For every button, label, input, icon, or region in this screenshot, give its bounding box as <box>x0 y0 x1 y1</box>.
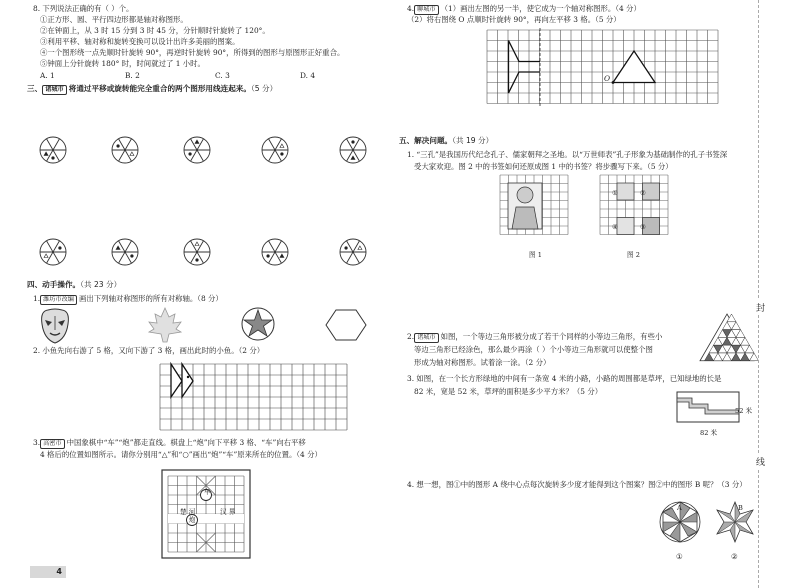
s5-q2-tag: 诸城市 <box>414 333 439 343</box>
q8-title: 8. 下列说法正确的有（ ）个。 <box>33 4 134 13</box>
section-3-heading <box>27 84 277 95</box>
s5-q2-line3: 形成为轴对称图形。试着涂一涂。（2 分） <box>414 358 551 367</box>
section-3-title: 将通过平移或旋转能完全重合的两个图形用线连起来。 <box>68 84 251 93</box>
s4-q3-num: 3. <box>33 438 41 447</box>
s4-q1-text: 画出下列轴对称图形的所有对称轴。（8 分） <box>79 294 223 303</box>
binder-word-xian: 线 <box>756 454 765 469</box>
triangle-figure <box>697 312 757 368</box>
fig2-label: 图 2 <box>627 251 640 259</box>
s5-q1-line1: 1. “三孔”是我国历代纪念孔子、儒家朝拜之圣地。以“万世师表”孔子形象为基础制作的孔子书签深 <box>407 150 728 159</box>
page-number: 4 <box>30 566 66 578</box>
wheel-top-2 <box>112 137 138 163</box>
s5-q2-line1 <box>407 332 662 343</box>
q4-grid <box>485 28 735 108</box>
s4-q1-num: 1. <box>33 294 41 303</box>
fish-shape <box>171 364 193 397</box>
q8-option-d: D. 4 <box>300 71 316 80</box>
wheel-top-1 <box>40 137 66 163</box>
section-4-heading <box>27 280 121 290</box>
s4-q1-tag: 潍坊市改编 <box>40 295 77 305</box>
binding-line <box>758 0 759 588</box>
chess-pao-label: 炮 <box>188 516 196 524</box>
binder-word-feng: 封 <box>756 300 765 315</box>
wheel-bottom-5 <box>340 239 366 265</box>
section-5-score: （共 19 分） <box>452 136 494 145</box>
r-q4-num: 4. <box>407 4 415 13</box>
chess-che-label: 车 <box>203 488 211 496</box>
lawn-width-label: 52 米 <box>735 407 753 415</box>
s4-q3-tag: 高密市 <box>40 439 65 449</box>
hexagon-icon <box>326 310 366 340</box>
section-5-title: 五、解决问题。 <box>399 136 453 145</box>
chess-river-right: 汉 界 <box>220 508 236 516</box>
r-q4-line1 <box>407 4 641 15</box>
section-4-title: 四、动手操作。 <box>27 280 81 289</box>
section-5-heading <box>399 136 493 146</box>
q4-point-o <box>612 81 615 84</box>
section-3-prefix: 三、 <box>27 84 43 93</box>
circ1-label: ① <box>676 552 683 561</box>
wheel-top-5 <box>340 137 366 163</box>
circle-star-icon <box>242 308 274 340</box>
star-figure-b <box>717 502 753 542</box>
chess-river-left: 楚 河 <box>180 508 196 516</box>
r-q4-tag: 聊城市 <box>414 5 439 15</box>
q8-option-b: B. 2 <box>125 71 140 80</box>
circ2-label: ② <box>731 552 738 561</box>
section-3-tag: 诸城市 <box>42 85 67 95</box>
q8-item-2: ②在钟面上，从 3 时 15 分到 3 时 45 分，分针顺时针旋转了 120°。 <box>40 26 270 35</box>
q8-item-4: ④一个图形绕一点先顺时针旋转 90°，再逆时针旋转 90°，所得到的图形与原图形正好重合。 <box>40 48 345 57</box>
section-4-score: （共 23 分） <box>80 280 122 289</box>
q8-option-c: C. 3 <box>215 71 230 80</box>
r-q4-text1: （1）画出左图的另一半，使它成为一个轴对称图形。（4 分） <box>440 4 641 13</box>
wheel-bottom-2 <box>112 239 138 265</box>
s5-q2-num: 2. <box>407 332 415 341</box>
q4-triangle <box>613 51 655 83</box>
r-q4-line2: （2）将右图绕 O 点顺时针旋转 90°，再向左平移 3 格。（5 分） <box>407 15 621 24</box>
bookmark-figures <box>500 175 700 245</box>
s5-q4-line1: 4. 想一想，图①中的图形 A 绕中心点每次旋转多少度才能得到这个图案？图②中的图形 B 呢？（3 分） <box>407 480 747 489</box>
q4-half-figure <box>509 41 541 94</box>
s5-q3-line1: 3. 如图，在一个长方形绿地的中间有一条宽 4 米的小路，小路的周围都是草坪，已知绿地的长是 <box>407 374 722 383</box>
q8-item-3: ③利用平移、轴对称和旋转变换可以设计出许多美丽的图案。 <box>40 37 240 46</box>
s4-q2: 2. 小鱼先向右游了 5 格，又向下游了 3 格，画出此时的小鱼。（2 分） <box>33 346 265 355</box>
wheel-bottom-1 <box>40 239 66 265</box>
fig2-mark-3: ③ <box>640 223 646 231</box>
fig2-mark-2: ② <box>640 189 646 197</box>
lawn-length-label: 82 米 <box>700 429 718 437</box>
small-triangles <box>705 314 759 361</box>
s5-q3-line2: 82 米，宽是 52 米，草坪的面积是多少平方米？（5 分） <box>414 387 603 396</box>
rotation-figures <box>655 500 765 550</box>
wheel-top-3 <box>184 137 210 163</box>
fig1-label: 图 1 <box>529 251 542 259</box>
wheel-top-4 <box>262 137 288 163</box>
wheel-bottom-4 <box>262 239 288 265</box>
s4-q3-text1: 中国象棋中“车”“炮”都走直线。棋盘上“炮”向下平移 3 格、“车”向右平移 <box>66 438 306 447</box>
s5-q2-text1: 如图，一个等边三角形被分成了若干个同样的小等边三角形，有些小 <box>440 332 663 341</box>
symmetry-shapes <box>30 306 390 346</box>
fig2-mark-1: ① <box>612 189 618 197</box>
s4-q1-line <box>33 294 223 305</box>
fig1-confucius <box>508 183 542 229</box>
wheel-figures <box>30 130 390 280</box>
fig-a-label: A <box>677 504 682 512</box>
s5-q2-line2: 等边三角形已经涂色，那么最少再涂（ ）个小等边三角形就可以使整个图 <box>414 345 653 354</box>
point-o-label: O <box>604 74 611 83</box>
q8-item-1: ①正方形、圆、平行四边形都是轴对称图形。 <box>40 15 188 24</box>
chess-board <box>160 468 252 560</box>
fig-b-label: B <box>738 504 743 512</box>
opera-mask-icon <box>42 309 69 343</box>
section-3-score: （5 分） <box>251 84 278 93</box>
maple-leaf-icon <box>149 308 181 342</box>
s5-q1-line2: 受大家欢迎。图 2 中的书签如何还原成图 1 中的书签？将步骤写下来。（5 分） <box>414 162 673 171</box>
q8-item-5: ⑤钟面上分针旋转 180° 时，时间就过了 1 小时。 <box>40 59 205 68</box>
s4-q3-line1 <box>33 438 306 449</box>
fish-grid <box>155 362 385 432</box>
s4-q3-line2: 4 格后的位置如图所示。请你分别用“△”和“○”画出“炮”“车”原来所在的位置。（4 分） <box>40 450 322 459</box>
q8-option-a: A. 1 <box>40 71 55 80</box>
q4-grid-lines <box>487 30 718 104</box>
wheel-bottom-3 <box>184 239 210 265</box>
fig2-mark-4: ④ <box>612 223 618 231</box>
fish-eye <box>187 376 189 378</box>
